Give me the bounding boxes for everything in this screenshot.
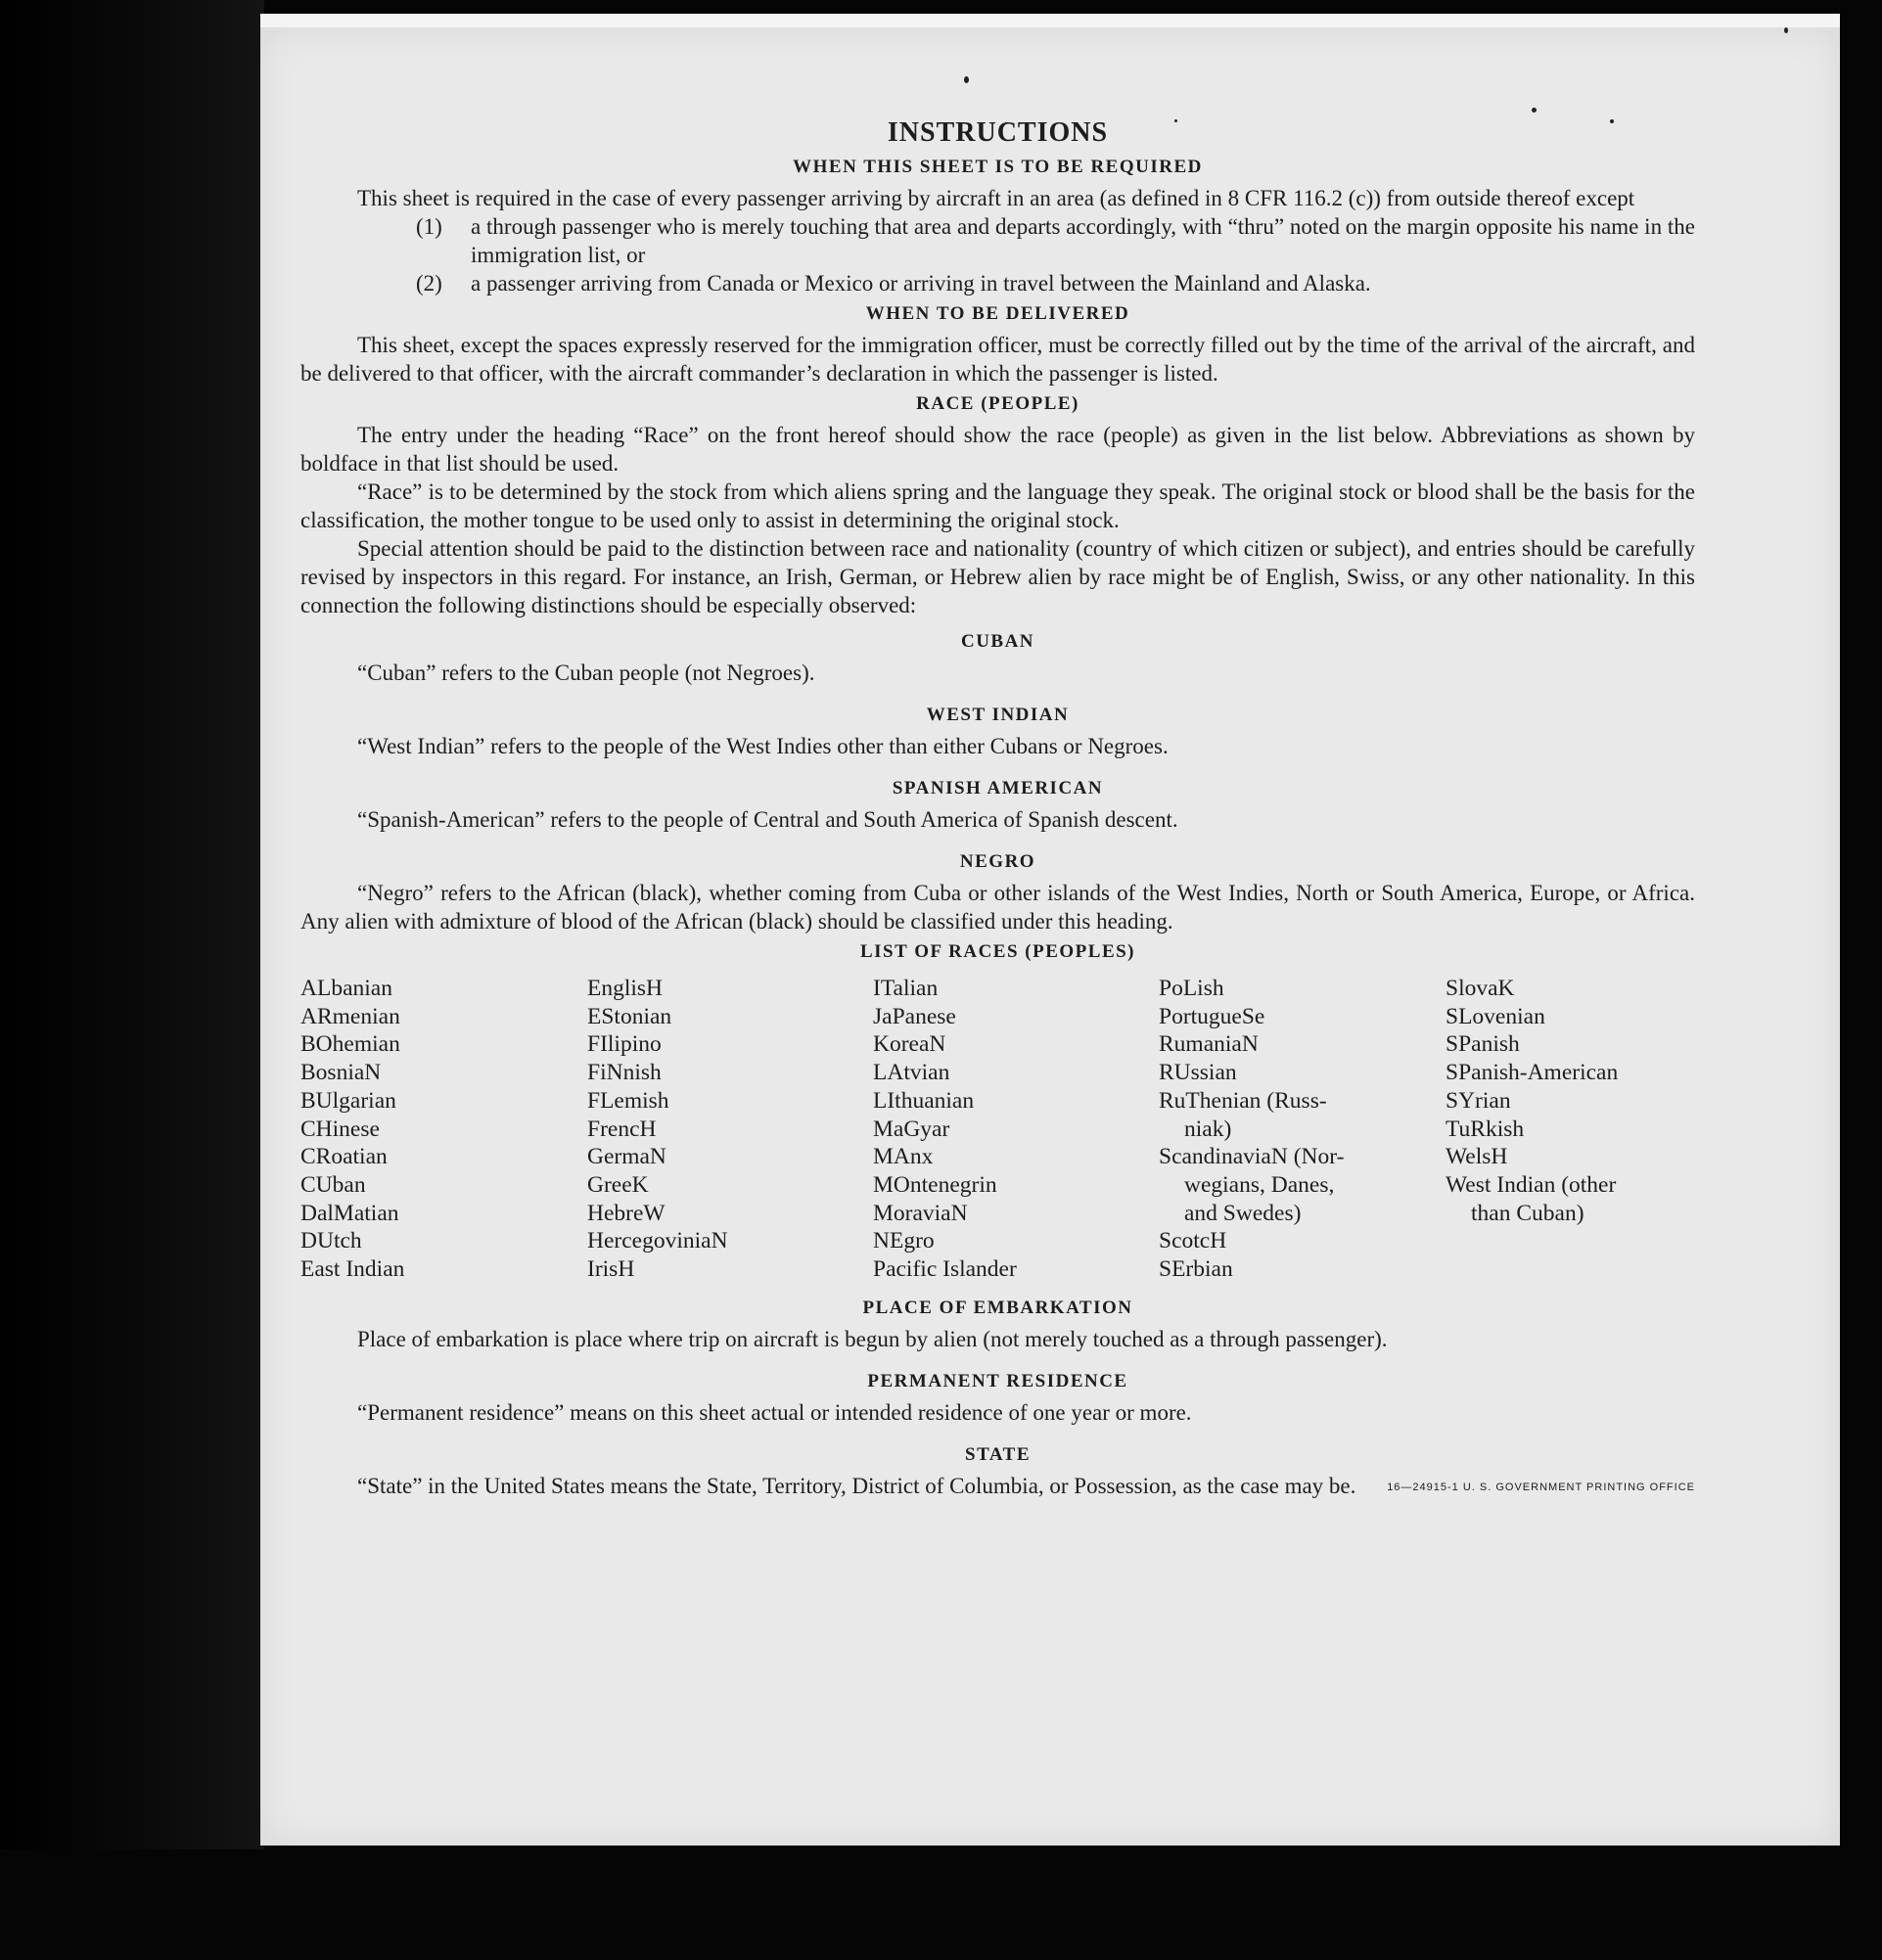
race-entry: SLovenian xyxy=(1446,1003,1545,1029)
scan-speck xyxy=(1532,108,1537,113)
race-entry: FrencH xyxy=(587,1116,657,1142)
item-number: (2) xyxy=(416,271,442,296)
race-entry: East Indian xyxy=(300,1256,405,1283)
race-entry: NEgro xyxy=(873,1228,935,1254)
scan-border-bottom xyxy=(0,1849,1882,1960)
race-entry: MoraviaN xyxy=(873,1200,968,1226)
race-entry: than Cuban) xyxy=(1471,1200,1584,1226)
race-entry: ALbanian xyxy=(300,976,392,1001)
item-text: a passenger arriving from Canada or Mexico or arriving in travel between the Mainland and Alaska. xyxy=(471,271,1371,296)
races-column xyxy=(587,975,873,1284)
race-entry: BosniaN xyxy=(300,1060,382,1086)
race-entry: PortugueSe xyxy=(1159,1003,1265,1029)
race-entry: IrisH xyxy=(587,1256,635,1283)
race-entry: GreeK xyxy=(587,1171,649,1198)
race-entry: West Indian (other xyxy=(1446,1171,1617,1198)
printer-imprint: 16—24915‑1 U. S. GOVERNMENT PRINTING OFFICE xyxy=(1387,1481,1695,1493)
races-column xyxy=(300,975,587,1284)
race-entry: PoLish xyxy=(1159,976,1224,1001)
races-column xyxy=(1159,975,1446,1284)
race-entry: KoreaN xyxy=(873,1031,946,1058)
item-number: (1) xyxy=(416,214,442,239)
race-entry: EStonian xyxy=(587,1003,672,1029)
race-entry: BOhemian xyxy=(300,1031,400,1058)
heading-spanish-american: SPANISH AMERICAN xyxy=(892,778,1104,798)
race-entry: CUban xyxy=(300,1171,366,1198)
race-entry: Pacific Islander xyxy=(873,1256,1017,1283)
heading-cuban: CUBAN xyxy=(960,631,1035,652)
spanish-american-text: “Spanish-American” refers to the people of Central and South America of Spanish descent. xyxy=(357,807,1178,832)
scan-speck xyxy=(964,76,969,83)
scan-speck xyxy=(1784,27,1788,33)
race-entry: ScandinaviaN (Nor- xyxy=(1159,1144,1345,1170)
race-entry: DUtch xyxy=(300,1228,362,1254)
race-entry: SYrian xyxy=(1446,1087,1511,1114)
race-entry: WelsH xyxy=(1446,1144,1508,1170)
races-column xyxy=(873,975,1159,1284)
race-entry: SPanish-American xyxy=(1446,1060,1619,1086)
race-entry: SPanish xyxy=(1446,1031,1520,1058)
race-entry: DalMatian xyxy=(300,1200,399,1226)
heading-race: RACE (PEOPLE) xyxy=(916,393,1079,414)
race-entry: CRoatian xyxy=(300,1144,388,1170)
item-text: a through passenger who is merely touching that area and departs accordingly, with “thru” noted on the margin opposite his name in the immigration list, or xyxy=(471,214,1695,267)
race-entry: FiNnish xyxy=(587,1060,662,1086)
heading-embarkation: PLACE OF EMBARKATION xyxy=(862,1297,1133,1318)
race-entry: ScotcH xyxy=(1159,1228,1227,1254)
exception-item xyxy=(416,269,1695,297)
negro-text: “Negro” refers to the African (black), whether coming from Cuba or other islands of the West Indies, North or South America, Europe, or Africa. Any alien with admixture of blood of the African (black) should be classified under this heading. xyxy=(300,881,1695,934)
races-column xyxy=(1446,975,1695,1284)
race-entry: MOntenegrin xyxy=(873,1171,997,1198)
heading-list-of-races: LIST OF RACES (PEOPLES) xyxy=(859,941,1136,962)
instructions-content xyxy=(300,115,1695,1500)
scan-border-left xyxy=(0,0,264,1960)
race-entry: RuThenian (Russ- xyxy=(1159,1087,1327,1114)
race-entry: HebreW xyxy=(587,1200,666,1226)
heading-negro: NEGRO xyxy=(959,851,1036,872)
cuban-text: “Cuban” refers to the Cuban people (not Negroes). xyxy=(357,661,815,685)
race-entry: GermaN xyxy=(587,1144,666,1170)
races-list xyxy=(300,975,1695,1284)
race-entry: HercegoviniaN xyxy=(587,1228,728,1254)
race-entry: MaGyar xyxy=(873,1116,950,1142)
heading-delivered: WHEN TO BE DELIVERED xyxy=(865,303,1130,324)
embarkation-text: Place of embarkation is place where trip on aircraft is begun by alien (not merely touched as a through passenger). xyxy=(357,1326,1388,1351)
heading-residence: PERMANENT RESIDENCE xyxy=(867,1370,1128,1391)
race-entry: RumaniaN xyxy=(1159,1031,1259,1058)
race-entry: wegians, Danes, xyxy=(1184,1171,1335,1198)
west-indian-text: “West Indian” refers to the people of the West Indies other than either Cubans or Negroes. xyxy=(357,734,1169,758)
race-entry: ARmenian xyxy=(300,1003,400,1029)
race-paragraph-3: Special attention should be paid to the distinction between race and nationality (country of which citizen or subject), and entries should be carefully revised by inspectors in this regard. For instance, an Irish, German, or Hebrew alien by race might be of English, Swiss, or any other nationality. In this connection the following distinctions should be especially observed: xyxy=(300,536,1695,617)
state-text: “State” in the United States means the State, Territory, District of Columbia, or Possession, as the case may be. xyxy=(357,1473,1356,1498)
heading-state: STATE xyxy=(965,1443,1031,1465)
race-paragraph-1: The entry under the heading “Race” on the front hereof should show the race (people) as given in the list below. Abbreviations as shown by boldface in that list should be used. xyxy=(300,423,1695,476)
race-paragraph-2: “Race” is to be determined by the stock from which aliens spring and the language they speak. The original stock or blood shall be the basis for the classification, the mother tongue to be used only to assist in determining the original stock. xyxy=(300,479,1695,532)
required-intro: This sheet is required in the case of every passenger arriving by aircraft in an area (as defined in 8 CFR 116.2 (c)) from outside thereof except xyxy=(357,186,1635,210)
race-entry: niak) xyxy=(1184,1116,1232,1142)
residence-text: “Permanent residence” means on this sheet actual or intended residence of one year or more. xyxy=(357,1399,1192,1425)
race-entry: LIthuanian xyxy=(873,1087,975,1114)
delivered-text: This sheet, except the spaces expressly reserved for the immigration officer, must be correctly filled out by the time of the arrival of the aircraft, and be delivered to that officer, with the aircraft commander’s declaration in which the passenger is listed. xyxy=(300,333,1695,386)
race-entry: MAnx xyxy=(873,1144,934,1170)
heading-west-indian: WEST INDIAN xyxy=(926,705,1070,725)
race-entry: FIlipino xyxy=(587,1031,662,1058)
race-entry: EnglisH xyxy=(587,976,664,1001)
race-entry: FLemish xyxy=(587,1087,669,1114)
exception-item xyxy=(416,212,1695,269)
race-entry: ITalian xyxy=(873,976,939,1001)
race-entry: RUssian xyxy=(1159,1060,1237,1086)
race-entry: SErbian xyxy=(1159,1256,1233,1283)
race-entry: JaPanese xyxy=(873,1003,956,1029)
race-entry: SlovaK xyxy=(1446,976,1515,1001)
race-entry: CHinese xyxy=(300,1116,380,1142)
heading-required: WHEN THIS SHEET IS TO BE REQUIRED xyxy=(793,157,1203,177)
race-entry: BUlgarian xyxy=(300,1087,396,1114)
page-title: INSTRUCTIONS xyxy=(887,117,1109,148)
race-entry: LAtvian xyxy=(873,1060,950,1086)
race-entry: and Swedes) xyxy=(1184,1200,1302,1226)
race-entry: TuRkish xyxy=(1446,1116,1525,1142)
